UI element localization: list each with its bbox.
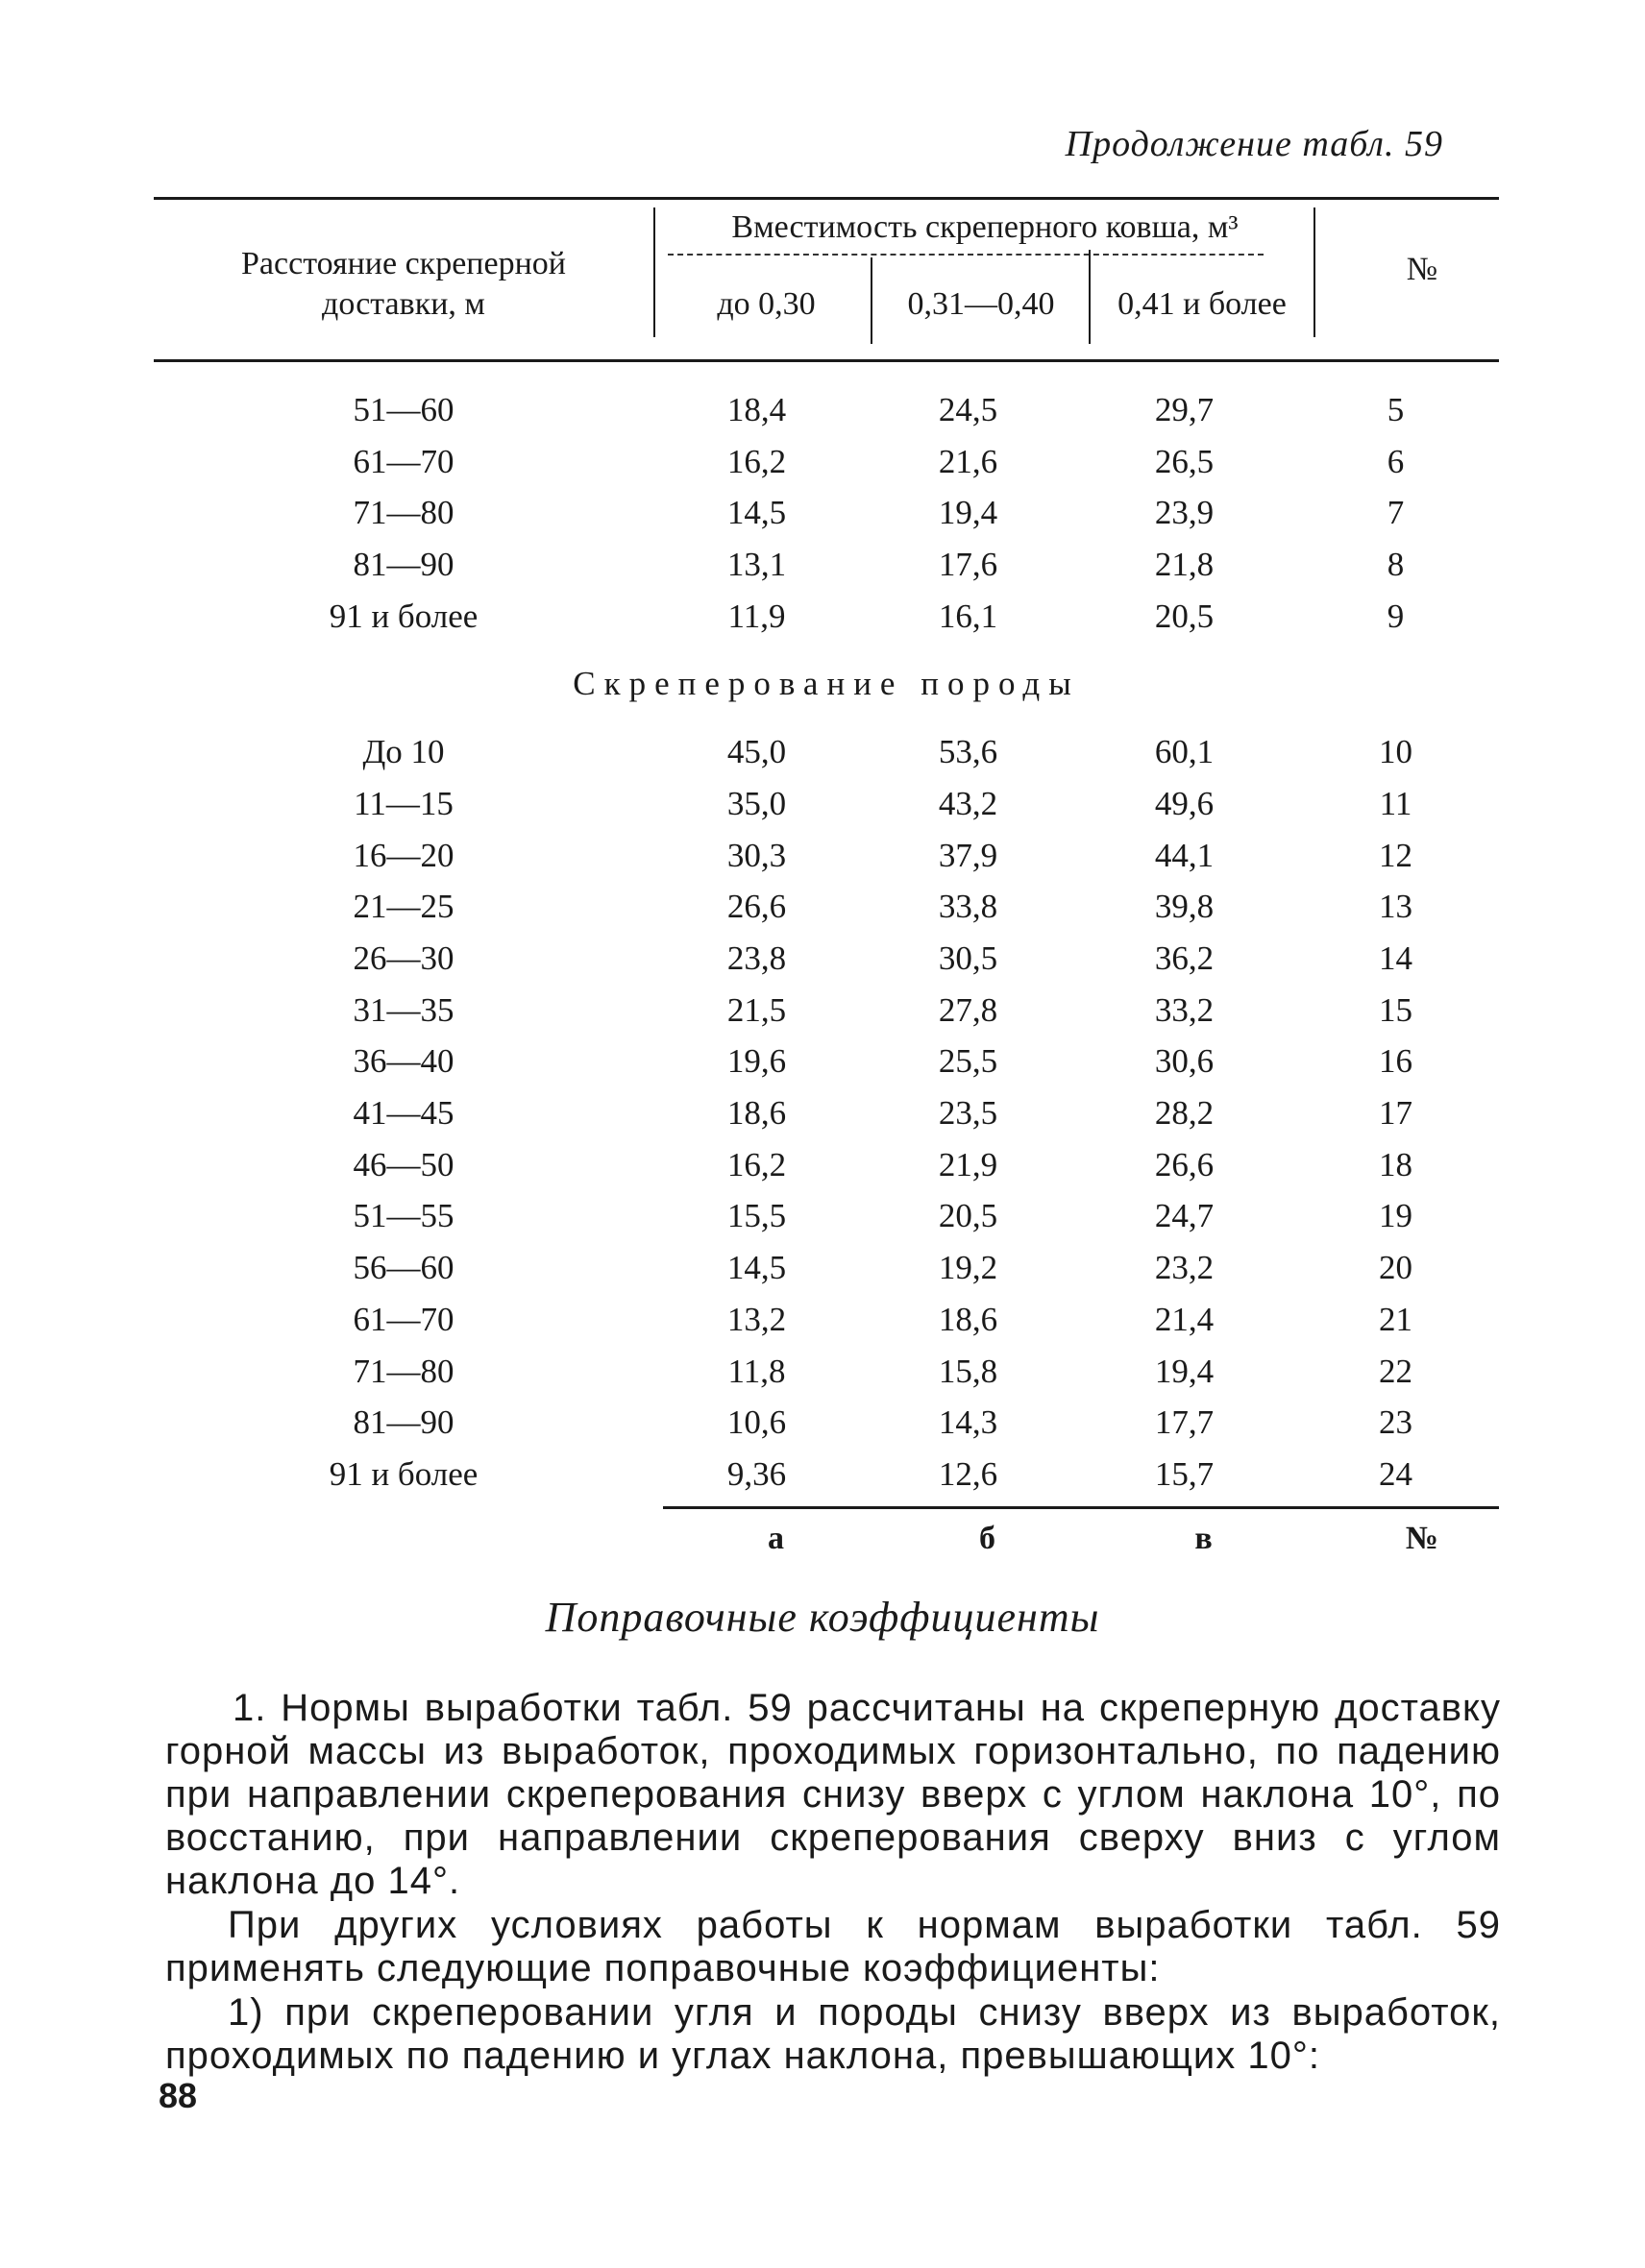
cell-b: 27,8 [938,990,998,1029]
paragraph-2: При других условиях работы к нормам выработки табл. 59 применять следующие поправочные коэффициенты: [165,1904,1501,1989]
table-row [154,384,1499,436]
cell-distance: 51—55 [353,1197,454,1235]
cell-distance: 91 и более [329,597,479,635]
cell-a: 18,4 [726,390,787,428]
paragraph-3: 1) при скреперовании угля и породы снизу вверх из выработок, проходимых по падению и углах наклона, превышающих 10°: [165,1991,1501,2077]
table-section-row [154,642,1499,726]
header-col-c: 0,41 и более [1117,286,1287,322]
table-row [154,778,1499,830]
cell-distance: 21—25 [353,888,454,926]
cell-c: 28,2 [1154,1094,1215,1133]
cell-b: 19,4 [938,494,998,532]
header-subcol-separator-2 [1089,250,1091,344]
cell-number: 6 [1387,442,1405,480]
cell-b: 14,3 [938,1403,998,1442]
cell-b: 33,8 [938,888,998,926]
table-row [154,539,1499,591]
cell-distance: 61—70 [353,1300,454,1338]
header-group-right-border [1314,207,1315,337]
cell-b: 25,5 [938,1042,998,1081]
cell-a: 13,2 [726,1300,787,1338]
cell-number: 23 [1379,1403,1412,1442]
cell-c: 17,7 [1154,1403,1215,1442]
cell-number: 17 [1379,1094,1412,1133]
header-capacity-group: Вместимость скреперного ковша, м³ [731,209,1239,245]
cell-b: 15,8 [938,1352,998,1390]
page-number: 88 [159,2076,198,2115]
cell-a: 16,2 [726,442,787,480]
cell-distance: 91 и более [329,1454,479,1493]
cell-b: 20,5 [938,1197,998,1235]
cell-b: 53,6 [938,733,998,771]
cell-number: 16 [1379,1042,1412,1081]
cell-distance: 56—60 [353,1249,454,1287]
cell-b: 18,6 [938,1300,998,1338]
cell-b: 43,2 [938,784,998,822]
cell-number: 22 [1379,1352,1412,1390]
header-group-underline [668,254,1264,256]
table-row [154,1087,1499,1139]
cell-b: 16,1 [938,597,998,635]
cell-number: 18 [1379,1145,1412,1183]
header-group-left-border [653,207,655,337]
cell-number: 12 [1379,836,1412,874]
cell-b: 24,5 [938,390,998,428]
cell-distance: 81—90 [353,545,454,583]
cell-c: 44,1 [1154,836,1215,874]
cell-b: 17,6 [938,545,998,583]
cell-c: 26,6 [1154,1145,1215,1183]
table-row [154,882,1499,934]
cell-a: 16,2 [726,1145,787,1183]
cell-a: 10,6 [726,1403,787,1442]
header-col-b: 0,31—0,40 [907,286,1055,322]
table-row [154,726,1499,778]
cell-c: 29,7 [1154,390,1215,428]
cell-b: 23,5 [938,1094,998,1133]
cell-b: 12,6 [938,1454,998,1493]
cell-distance: 31—35 [353,990,454,1029]
table-header-rule [154,359,1499,362]
cell-number: 8 [1387,545,1405,583]
cell-number: 9 [1387,597,1405,635]
cell-b: 21,9 [938,1145,998,1183]
table-row [154,1346,1499,1398]
cell-distance: 16—20 [353,836,454,874]
cell-a: 9,36 [726,1454,787,1493]
cell-distance: 36—40 [353,1042,454,1081]
cell-a: 30,3 [726,836,787,874]
cell-number: 21 [1379,1300,1412,1338]
cell-distance: 11—15 [354,784,454,822]
cell-distance: 26—30 [353,939,454,978]
cell-a: 35,0 [726,784,787,822]
cell-distance: 71—80 [353,494,454,532]
cell-c: 20,5 [1154,597,1215,635]
cell-c: 15,7 [1154,1454,1215,1493]
cell-distance: 51—60 [353,390,454,428]
table-row [154,985,1499,1036]
cell-b: 30,5 [938,939,998,978]
cell-number: 14 [1379,939,1412,978]
cell-number: 11 [1379,784,1412,822]
cell-distance: 61—70 [353,442,454,480]
table-row [154,436,1499,488]
table-footer-rule [663,1506,1499,1509]
cell-distance: 71—80 [353,1352,454,1390]
cell-c: 30,6 [1154,1042,1215,1081]
cell-b: 37,9 [938,836,998,874]
cell-distance: 41—45 [353,1094,454,1133]
table-row [154,1449,1499,1500]
cell-a: 11,9 [727,597,786,635]
header-distance: Расстояние скреперной доставки, м [241,246,566,322]
correction-coefficients-heading: Поправочные коэффициенты [545,1594,1100,1641]
cell-distance: До 10 [362,733,445,771]
table-row [154,1397,1499,1449]
cell-c: 49,6 [1154,784,1215,822]
header-col-number: № [1406,252,1438,287]
cell-number: 7 [1387,494,1405,532]
table-continuation-caption: Продолжение табл. 59 [1065,124,1443,164]
cell-number: 20 [1379,1249,1412,1287]
cell-a: 11,8 [727,1352,786,1390]
cell-distance: 81—90 [353,1403,454,1442]
cell-c: 24,7 [1154,1197,1215,1235]
table-row [154,591,1499,643]
table-top-rule [154,197,1499,200]
cell-c: 36,2 [1154,939,1215,978]
footer-label-c: в [1194,1521,1213,1556]
table-row [154,1036,1499,1088]
cell-a: 14,5 [726,1249,787,1287]
cell-c: 23,2 [1154,1249,1215,1287]
cell-a: 45,0 [726,733,787,771]
table-row [154,1294,1499,1346]
paragraph-1: 1. Нормы выработки табл. 59 рассчитаны на скреперную доставку горной массы из выработок, проходимых горизонтально, по падению при направлении скреперования снизу вверх с углом наклона 10°, по восстанию, при направлении скреперования сверху вниз с углом наклона до 14°. [165,1687,1501,1902]
table-row [154,487,1499,539]
footer-label-number: № [1405,1521,1439,1556]
table-row [154,933,1499,985]
cell-c: 23,9 [1154,494,1215,532]
table-row [154,1139,1499,1191]
cell-c: 60,1 [1154,733,1215,771]
cell-number: 15 [1379,990,1412,1029]
cell-number: 13 [1379,888,1412,926]
section-title-rock-scraping: Скреперование породы [573,665,1080,703]
cell-number: 24 [1379,1454,1412,1493]
cell-c: 21,8 [1154,545,1215,583]
cell-c: 19,4 [1154,1352,1215,1390]
header-subcol-separator-1 [871,257,872,344]
cell-distance: 46—50 [353,1145,454,1183]
cell-a: 26,6 [726,888,787,926]
cell-a: 18,6 [726,1094,787,1133]
table-row [154,830,1499,882]
cell-b: 21,6 [938,442,998,480]
cell-number: 5 [1387,390,1405,428]
table-row [154,1242,1499,1294]
cell-a: 21,5 [726,990,787,1029]
cell-c: 33,2 [1154,990,1215,1029]
table-row [154,1191,1499,1243]
cell-b: 19,2 [938,1249,998,1287]
production-norms-table [154,384,1499,1500]
footer-label-b: б [979,1521,995,1556]
cell-a: 14,5 [726,494,787,532]
cell-c: 21,4 [1154,1300,1215,1338]
cell-a: 13,1 [726,545,787,583]
footer-label-a: а [768,1521,784,1556]
cell-a: 15,5 [726,1197,787,1235]
cell-a: 23,8 [726,939,787,978]
cell-number: 10 [1379,733,1412,771]
cell-a: 19,6 [726,1042,787,1081]
cell-c: 39,8 [1154,888,1215,926]
cell-number: 19 [1379,1197,1412,1235]
header-col-a: до 0,30 [717,286,816,322]
cell-c: 26,5 [1154,442,1215,480]
